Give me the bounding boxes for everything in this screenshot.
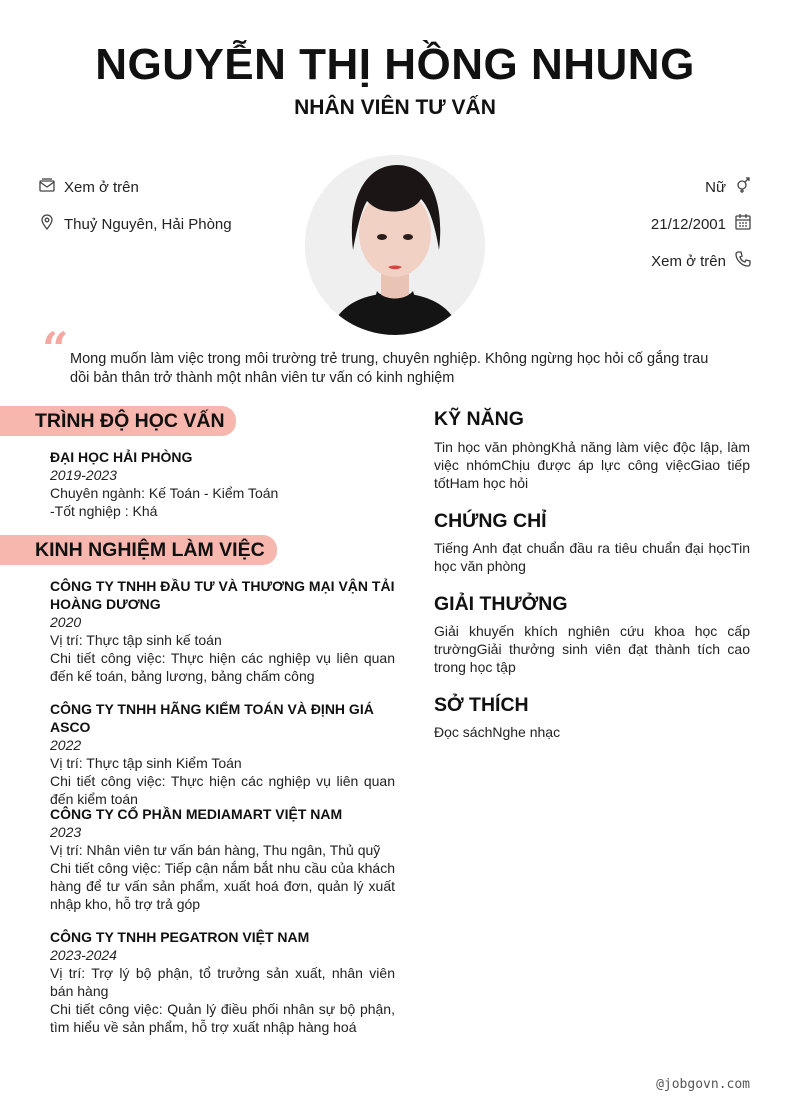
calendar-icon — [734, 213, 752, 235]
job-year: 2023 — [50, 824, 82, 840]
experience-item — [50, 928, 395, 1036]
job-year: 2020 — [50, 614, 82, 630]
company-name: CÔNG TY CỔ PHẦN MEDIAMART VIỆT NAM — [50, 806, 343, 822]
contact-gender-value: Nữ — [705, 178, 726, 196]
phone-icon — [734, 250, 752, 272]
job-role: Vị trí: Nhân viên tư vấn bán hàng, Thu ngân, Thủ quỹ — [50, 842, 381, 858]
education-grade: -Tốt nghiệp : Khá — [50, 503, 158, 519]
company-name: CÔNG TY TNHH PEGATRON VIỆT NAM — [50, 929, 310, 945]
job-detail: Chi tiết công việc: Tiếp cận nắm bắt nhu cầu của khách hàng để tư vấn sản phẩm, xuất hoá đơn, quản lý xuất nhập kho, hỗ trợ trả góp — [50, 860, 395, 912]
education-years: 2019-2023 — [50, 467, 117, 483]
contact-gender — [705, 176, 752, 198]
experience-item — [50, 700, 395, 808]
hobbies-text: Đọc sáchNghe nhạc — [434, 724, 561, 740]
profile-photo — [305, 155, 485, 335]
awards-text: Giải khuyến khích nghiên cứu khoa học cấp trườngGiải thưởng sinh viên đạt thành tích cao trong học tập — [434, 623, 750, 675]
section-heading-education: TRÌNH ĐỘ HỌC VẤN — [0, 406, 236, 436]
contact-email — [38, 176, 139, 198]
skills-text: Tin học văn phòngKhả năng làm việc độc lập, làm việc nhómChịu được áp lực công việcGiao tiếp tốtHam học hỏi — [434, 439, 750, 491]
job-detail: Chi tiết công việc: Thực hiện các nghiệp vụ liên quan đến kiểm toán — [50, 773, 395, 807]
candidate-position: NHÂN VIÊN TƯ VẤN — [294, 96, 496, 119]
education-entry — [50, 448, 395, 520]
gender-icon — [734, 176, 752, 198]
experience-item — [50, 577, 395, 685]
section-heading-experience: KINH NGHIỆM LÀM VIỆC — [0, 535, 277, 565]
mail-icon — [38, 176, 56, 198]
contact-address-value: Thuỷ Nguyên, Hải Phòng — [64, 215, 232, 233]
job-detail: Chi tiết công việc: Quản lý điều phối nhân sự bộ phận, tìm hiểu về sản phẩm, hỗ trợ xuất nhập hàng hoá — [50, 1001, 395, 1035]
job-year: 2023-2024 — [50, 947, 117, 963]
contact-phone-value: Xem ở trên — [651, 252, 726, 270]
section-heading-hobbies: SỞ THÍCH — [434, 694, 529, 716]
contact-birthday-value: 21/12/2001 — [650, 215, 726, 233]
school-name: ĐẠI HỌC HẢI PHÒNG — [50, 449, 193, 465]
job-role: Vị trí: Thực tập sinh kế toán — [50, 632, 222, 648]
company-name: CÔNG TY TNHH HÃNG KIỂM TOÁN VÀ ĐỊNH GIÁ ASCO — [50, 701, 374, 735]
experience-item — [50, 805, 395, 913]
contact-phone — [651, 250, 752, 272]
section-heading-awards: GIẢI THƯỞNG — [434, 593, 568, 615]
location-pin-icon — [38, 213, 56, 235]
contact-address — [38, 213, 232, 235]
contact-birthday — [651, 213, 752, 235]
company-name: CÔNG TY TNHH ĐẦU TƯ VÀ THƯƠNG MẠI VẬN TẢI HOÀNG DƯƠNG — [50, 578, 395, 612]
candidate-name: NGUYỄN THỊ HỒNG NHUNG — [95, 40, 695, 89]
contact-email-value: Xem ở trên — [64, 178, 139, 196]
job-role: Vị trí: Trợ lý bộ phận, tổ trưởng sản xuất, nhân viên bán hàng — [50, 965, 395, 999]
quote-icon: “ — [42, 322, 69, 376]
section-heading-skills: KỸ NĂNG — [434, 408, 524, 430]
education-major: Chuyên ngành: Kế Toán - Kiểm Toán — [50, 485, 279, 501]
section-heading-certificates: CHỨNG CHỈ — [434, 510, 547, 532]
certificates-text: Tiếng Anh đạt chuẩn đầu ra tiêu chuẩn đại họcTin học văn phòng — [434, 540, 750, 574]
footer-watermark: @jobgovn.com — [656, 1077, 750, 1092]
job-year: 2022 — [50, 737, 82, 753]
career-objective: Mong muốn làm việc trong môi trường trẻ trung, chuyên nghiệp. Không ngừng học hỏi cố gắng trau dồi bản thân trở thành một nhân viên tư vấn có kinh nghiệm — [70, 351, 709, 386]
job-role: Vị trí: Thực tập sinh Kiểm Toán — [50, 755, 242, 771]
job-detail: Chi tiết công việc: Thực hiện các nghiệp vụ liên quan đến kế toán, bảng lương, bảng chấm công — [50, 650, 395, 684]
